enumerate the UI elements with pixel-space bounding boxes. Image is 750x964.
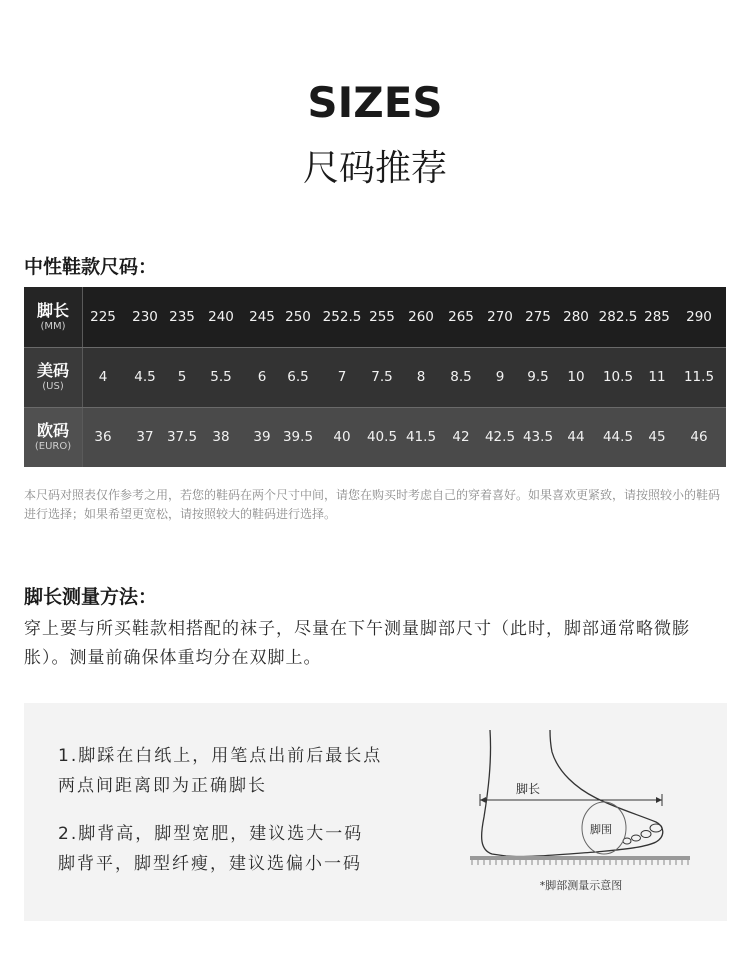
- table-cell: 9: [495, 369, 505, 385]
- arrow-head-right: [656, 797, 662, 803]
- ground: [470, 856, 690, 860]
- table-cell: 275: [525, 309, 551, 325]
- toe: [632, 835, 641, 841]
- table-cell: 4.5: [134, 369, 156, 385]
- table-cell: 265: [448, 309, 474, 325]
- toe: [641, 831, 651, 838]
- table-cell: 46: [690, 429, 708, 445]
- foot-outline: [482, 730, 663, 857]
- tip-2-line-1: 2.脚背高，脚型宽肥，建议选大一码: [58, 824, 364, 844]
- table-cell: 290: [686, 309, 712, 325]
- row-header-label: 欧码: [36, 420, 69, 440]
- table-cell: 9.5: [527, 369, 549, 385]
- row-header-unit: (MM): [40, 320, 66, 332]
- length-label: 脚长: [516, 782, 541, 796]
- row-cells: [83, 407, 726, 467]
- table-cell: 38: [212, 429, 230, 445]
- table-cell: 6: [257, 369, 267, 385]
- table-cell: 10: [567, 369, 585, 385]
- table-cell: 260: [408, 309, 434, 325]
- table-cell: 250: [285, 309, 311, 325]
- row-header: [24, 407, 83, 467]
- tip-1-line-1: 1.脚踩在白纸上，用笔点出前后最长点: [58, 746, 383, 766]
- page-title-zh: 尺码推荐: [302, 148, 447, 189]
- table-cell: 45: [648, 429, 666, 445]
- table-cell: 8.5: [450, 369, 472, 385]
- table-cell: 42.5: [484, 429, 516, 445]
- table-cell: 7.5: [371, 369, 393, 385]
- tip-2: [58, 819, 363, 879]
- table-cell: 282.5: [598, 309, 638, 325]
- table-cell: 39.5: [282, 429, 314, 445]
- table-cell: 285: [644, 309, 670, 325]
- table-cell: 37: [136, 429, 154, 445]
- row-header: [24, 287, 83, 347]
- table-cell: 245: [249, 309, 275, 325]
- table-cell: 11: [648, 369, 666, 385]
- size-section-title: 中性鞋款尺码：: [24, 256, 158, 278]
- table-cell: 7: [337, 369, 347, 385]
- table-cell: 6.5: [287, 369, 309, 385]
- table-cell: 270: [487, 309, 513, 325]
- table-row-foot-length: [24, 287, 726, 347]
- table-cell: 225: [90, 309, 116, 325]
- method-description: 穿上要与所买鞋款相搭配的袜子，尽量在下午测量脚部尺寸（此时，脚部通常略微膨胀）。测量前确保体重均分在双脚上。: [24, 619, 690, 668]
- row-header-label: 脚长: [36, 300, 69, 320]
- table-cell: 40.5: [366, 429, 398, 445]
- table-cell: 235: [169, 309, 195, 325]
- table-cell: 5: [177, 369, 187, 385]
- table-cell: 37.5: [166, 429, 198, 445]
- table-cell: 10.5: [602, 369, 634, 385]
- tip-2-line-2: 脚背平，脚型纤瘦，建议选偏小一码: [58, 854, 362, 874]
- table-cell: 39: [253, 429, 271, 445]
- table-cell: 41.5: [405, 429, 437, 445]
- table-row-euro-size: [24, 407, 726, 467]
- table-cell: 36: [94, 429, 112, 445]
- size-table: [24, 287, 726, 467]
- ground-hatch: [472, 860, 688, 865]
- toe: [650, 824, 662, 832]
- row-header-unit: (EURO): [34, 440, 72, 452]
- table-cell: 43.5: [522, 429, 554, 445]
- table-cell: 252.5: [322, 309, 362, 325]
- method-section-title: 脚长测量方法：: [24, 586, 158, 608]
- row-divider: [24, 407, 726, 408]
- row-header-label: 美码: [36, 360, 69, 380]
- table-cell: 280: [563, 309, 589, 325]
- figure-caption: *脚部测量示意图: [539, 879, 623, 892]
- arrow-head-left: [480, 797, 486, 803]
- table-cell: 42: [452, 429, 470, 445]
- table-cell: 44: [567, 429, 585, 445]
- row-divider: [24, 347, 726, 348]
- table-cell: 240: [208, 309, 234, 325]
- table-cell: 230: [132, 309, 158, 325]
- table-cell: 8: [416, 369, 426, 385]
- table-cell: 255: [369, 309, 395, 325]
- row-header-unit: (US): [42, 380, 64, 392]
- size-note: 本尺码对照表仅作参考之用，若您的鞋码在两个尺寸中间，请您在购买时考虑自己的穿着喜好。如果喜欢更紧致，请按照较小的鞋码进行选择；如果希望更宽松，请按照较大的鞋码进行选择。: [24, 488, 721, 521]
- row-cells: [83, 287, 726, 347]
- table-cell: 11.5: [683, 369, 715, 385]
- foot-measurement-diagram: [466, 722, 696, 872]
- tip-1: [58, 741, 382, 801]
- tip-1-line-2: 两点间距离即为正确脚长: [58, 776, 267, 796]
- table-cell: 5.5: [210, 369, 232, 385]
- table-cell: 44.5: [602, 429, 634, 445]
- girth-label: 脚围: [590, 823, 612, 836]
- table-cell: 40: [333, 429, 351, 445]
- row-header: [24, 347, 83, 407]
- table-cell: 4: [98, 369, 108, 385]
- table-row-us-size: [24, 347, 726, 407]
- page-title-en: SIZES: [307, 78, 443, 127]
- row-cells: [83, 347, 726, 407]
